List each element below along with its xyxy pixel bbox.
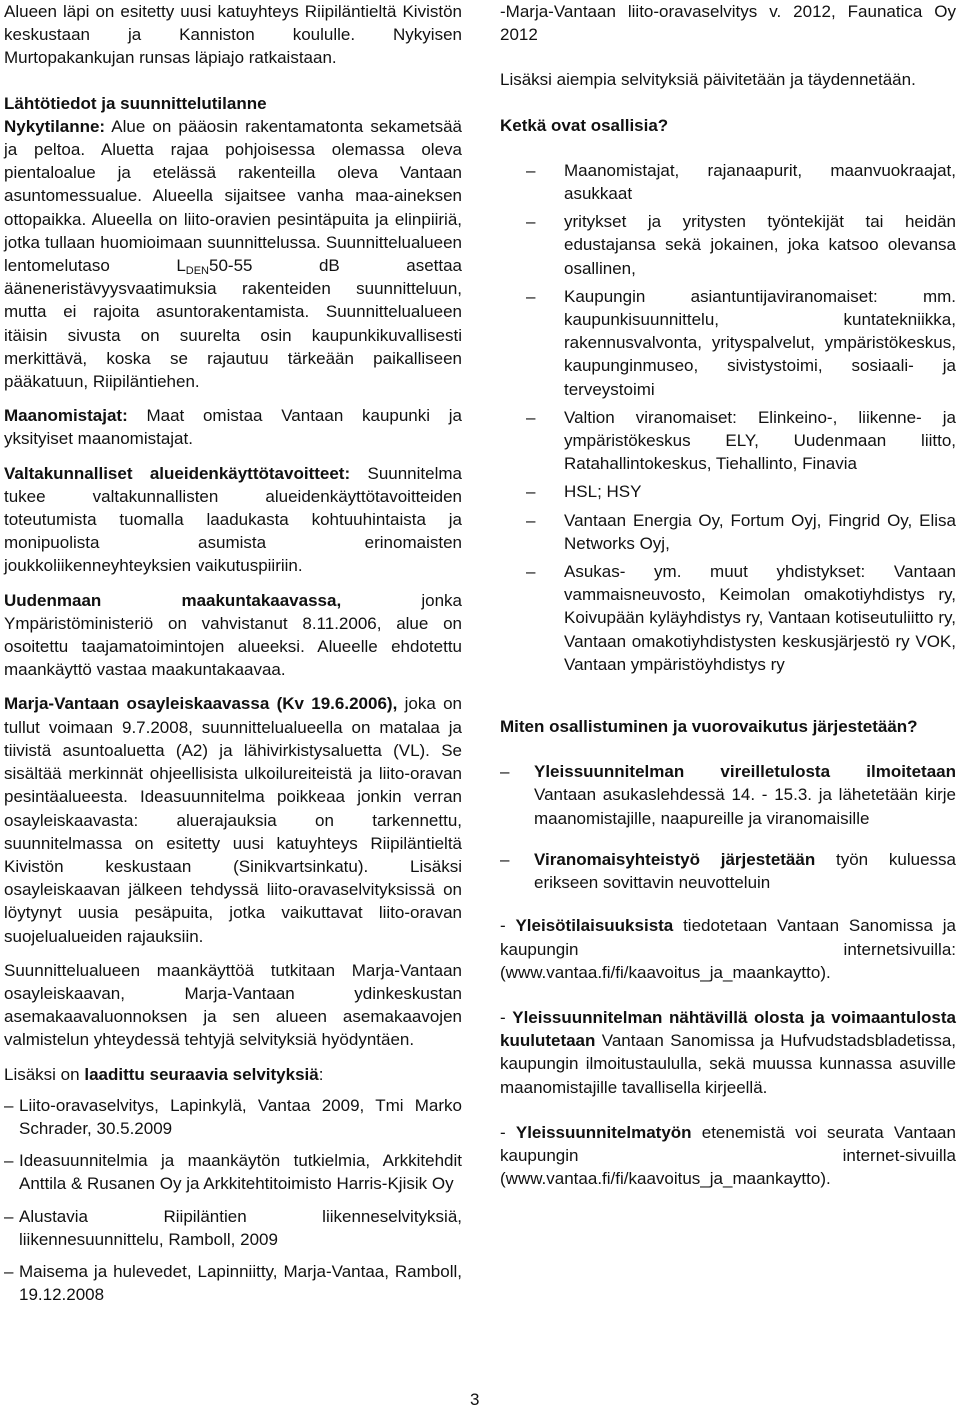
lisaksi-paragraph: Lisäksi on laadittu seuraavia selvityksiä: [4, 1064, 324, 1084]
yleisotilaisuus-paragraph: - Yleisötilaisuuksista tiedotetaan Vantaan Sanomissa ja kaupungin internetsivuilla: (www.vantaa.fi/fi/kaavoitus_ja_maankaytto). [500, 916, 956, 982]
list-item: – Maisema ja hulevedet, Lapinniitty, Marja-Vantaa, Ramboll, 19.12.2008 [4, 1260, 462, 1306]
valtakunnalliset-paragraph: Valtakunnalliset alueidenkäyttötavoitteet: Suunnitelma tukee valtakunnallisten alueidenkäyttötavoitteiden toteutumista tuomalla laadukasta kohtuuhintaista ja monipuolista asumista erinomaisten joukkoliikenneyhteyksien vaikutuspiiriin. [4, 463, 462, 576]
list-item: – Valtion viranomaiset: Elinkeino-, liikenne- ja ympäristökeskus ELY, Uudenmaan liitto, Ratahallintokeskus, Tiehallinto, Finavia [500, 406, 956, 476]
list-item: – Asukas- ym. muut yhdistykset: Vantaan vammaisneuvosto, Keimolan omakotiyhdistys ry, Koivupään kyläyhdistys ry, Vantaan kotiseutuliitto ry, Vantaan omakotiyhdistysten keskusjärjestö ry VOK, Vantaan ympäristöyhdistys ry [500, 560, 956, 676]
participants-list [500, 159, 956, 676]
valtakunnalliset-label: Valtakunnalliset alueidenkäyttötavoitteet: [4, 463, 351, 483]
right-column [500, 0, 956, 1190]
list-item: – yritykset ja yritysten työntekijät tai heidän edustajansa sekä jokainen, joka katsoo olevansa osallinen, [500, 210, 956, 280]
list-item: – Alustavia Riipiläntien liikenneselvityksiä, liikennesuunnittelu, Ramboll, 2009 [4, 1205, 462, 1251]
maanomistajat-label: Maanomistajat: [4, 406, 128, 426]
maankaytto-paragraph: Suunnittelualueen maankäyttöä tutkitaan Marja-Vantaan osayleiskaavan, Marja-Vantaan ydinkeskustan asemakaavaluonnoksen ja sen alueen asemakaavojen valmistelun yhteydessä tehtyjä selvityksiä hyödyntäen. [4, 960, 462, 1050]
list-item: – Maanomistajat, rajanaapurit, maanvuokraajat, asukkaat [500, 159, 956, 205]
maanomistajat-paragraph: Maanomistajat: Maat omistaa Vantaan kaupunki ja yksityiset maanomistajat. [4, 406, 462, 449]
nykytilanne-paragraph: Nykytilanne: Alue on pääosin rakentamatonta sekametsää ja peltoa. Aluetta rajaa pohjoisessa olemassa oleva pientaloalue ja etelässä rakenteilla oleva Vantaan asuntomessualue. Alueella sijaitsee vanha maa-aineksen ottopaikka. Alueella on liito-oravien pesintäpuita ja elinpiiriä, jotka tullaan huomioimaan suunnittelussa. Suunnittelualueen lentomelutaso $L_{DEN}50-55$ dB asettaa ääneneristävyysvaatimuksia rakenteiden suunnitteluun, mutta ei rajoita asuntorakentamista. Suunnittelualueen itäisin sivusta on suurelta osin kaupunkikuvallisesti merkittävä, koska se rajautuu tärkeään paikalliseen pääkatuun, Riipiläntiehen. [4, 116, 462, 392]
marja-label: Marja-Vantaan osayleiskaavassa (Kv 19.6.2006), [4, 694, 398, 714]
list-item: – Yleissuunnitelman vireilletulosta ilmoitetaan Vantaan asukaslehdessä 14. - 15.3. ja lähetetään kirje maanomistajille, naapureille ja viranomaisille [500, 760, 956, 830]
update-paragraph: Lisäksi aiempia selvityksiä päivitetään ja täydennetään. [500, 70, 916, 90]
uudenmaan-paragraph: Uudenmaan maakuntakaavassa, jonka Ympäristöministeriö on vahvistanut 8.11.2006, alue on osoitettu taajamatoimintojen alueeksi. Alueelle ehdotettu maankäyttö vastaa maakuntakaavaa. [4, 590, 462, 680]
left-column [4, 0, 462, 1315]
nykytilanne-label: Nykytilanne: [4, 116, 106, 136]
list-item: – HSL; HSY [500, 480, 956, 503]
marja-paragraph: Marja-Vantaan osayleiskaavassa (Kv 19.6.2006), joka on tullut voimaan 9.7.2008, suunnittelualueella on matalaa ja tiivistä asuntoaluetta (A2) ja lähivirkistysaluetta (VL). Se sisältää merkinnät ohjeellisista ulkoilureiteistä ja liito-oravan pesintäalueesta. Ideasuunnitelma poikkeaa jonkin verran osayleiskaavasta: aluerajauksia on tarkennettu, suunnitelmassa on esitetty uusi katuyhteys Riipiläntieltä Kivistön keskustaan (Sinikvartsinkatu). Lisäksi osayleiskaavan jälkeen tehdyssä liito-oravaselvityksissä on löytynyt uusia pesäpuita, jotka vaikuttavat liito-oravan suojelualueiden rajauksiin. [4, 694, 462, 946]
process-list [500, 760, 956, 894]
lahtotiedot-heading: Lähtötiedot ja suunnittelutilanne [4, 93, 267, 113]
list-item: – Viranomaisyhteistyö järjestetään työn kuluessa erikseen sovittavin neuvotteluin [500, 848, 956, 894]
osalliset-heading: Ketkä ovat osallisia? [500, 115, 669, 135]
list-item: – Vantaan Energia Oy, Fortum Oyj, Fingrid Oy, Elisa Networks Oyj, [500, 509, 956, 555]
osallistuminen-heading: Miten osallistuminen ja vuorovaikutus järjestetään? [500, 717, 918, 737]
uudenmaan-label: Uudenmaan maakuntakaavassa, [4, 590, 342, 610]
intro-paragraph: Alueen läpi on esitetty uusi katuyhteys Riipiläntieltä Kivistön keskustaan ja Kanniston koululle. Nykyisen Murtopakankujan runsas läpiajo ratkaistaan. [4, 2, 462, 68]
nahtavilla-paragraph: - Yleissuunnitelman nähtävillä olosta ja voimaantulosta kuulutetaan Vantaan Sanomissa ja Hufvudstadsbladetissa, kaupungin ilmoitustaululla, sekä muussa kunnassa asuville maanomistajille tavallisella kirjeellä. [500, 1007, 956, 1097]
page-number: 3 [470, 1390, 480, 1409]
list-item: – Ideasuunnitelmia ja maankäytön tutkielmia, Arkkitehdit Anttila & Rusanen Oy ja Arkkitehtitoimisto Harris-Kjisik Oy [4, 1149, 462, 1195]
list-item: – Liito-oravaselvitys, Lapinkylä, Vantaa 2009, Tmi Marko Schrader, 30.5.2009 [4, 1094, 462, 1140]
matyon-paragraph: - Yleissuunnitelmatyön etenemistä voi seurata Vantaan kaupungin internet-sivuilla (www.vantaa.fi/fi/kaavoitus_ja_maankaytto). [500, 1122, 956, 1189]
studies-list [4, 1094, 462, 1307]
list-item: – Kaupungin asiantuntijaviranomaiset: mm. kaupunkisuunnittelu, kuntatekniikka, rakennusvalvonta, yrityspalvelut, ympäristökeskus, kaupunginmuseo, sivistystoimi, sosiaali- ja terveystoimi [500, 285, 956, 401]
faunatica-item: -Marja-Vantaan liito-oravaselvitys v. 2012, Faunatica Oy 2012 [500, 2, 956, 45]
